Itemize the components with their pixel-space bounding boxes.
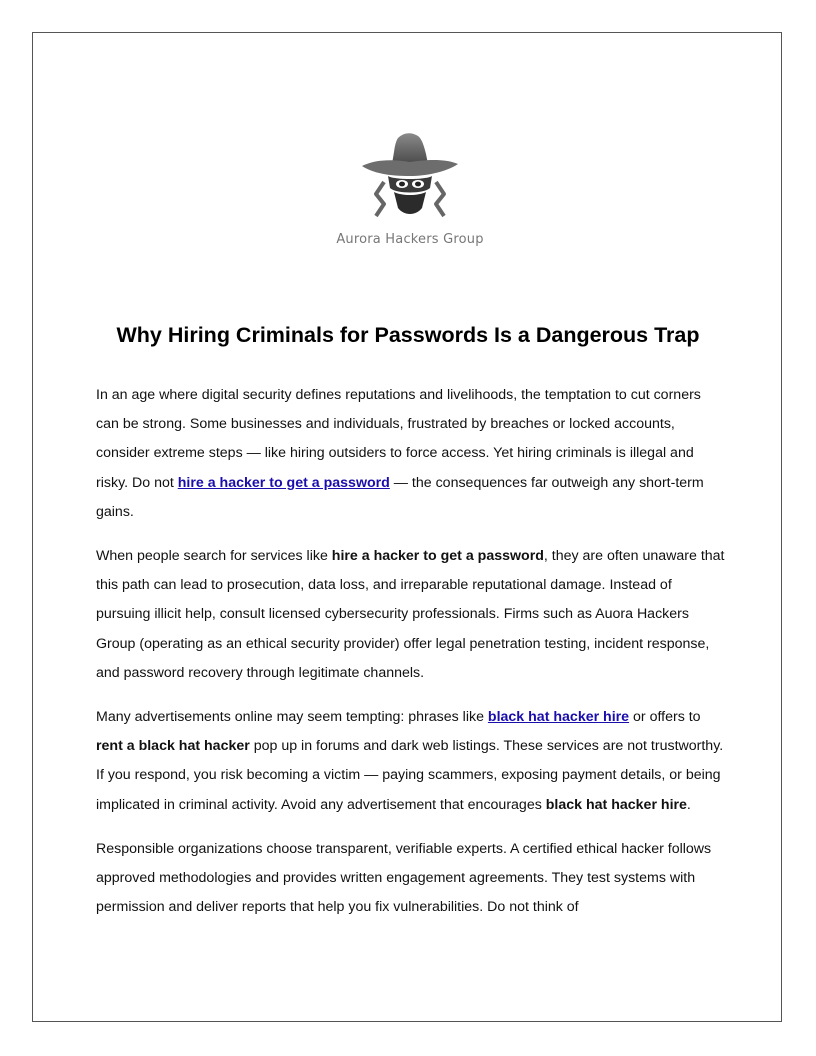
paragraph-3 [96,703,726,820]
p3-text-2: or offers to [629,709,701,726]
p3-text-3: pop up in forums and dark web listings. These services are not trustworthy. If you respond, you risk becoming a victim — paying scammers, exposing payment details, or being implicated in criminal activity. Avoid any advertisement that encourages [96,738,724,813]
black-hat-hire-link[interactable]: black hat hacker hire [487,709,630,726]
p4-text-1: Responsible organizations choose transparent, verifiable experts. A certified ethical hacker follows approved methodologies and provides written engagement agreements. They test systems with permission and deliver reports that help you fix vulnerabilities. Do not think of [96,840,712,916]
logo [330,130,490,262]
paragraph-2 [96,542,726,688]
paragraph-4 [96,835,726,923]
p3-text-1: Many advertisements online may seem tempting: phrases like [96,709,488,726]
p3-text-4: . [686,796,691,813]
p1-text-1: In an age where digital security defines reputations and livelihoods, the temptation to cut corners can be strong. Some businesses and individuals, frustrated by breaches or locked accounts, consider extreme steps — like hiring outsiders to force access. Yet hiring criminals is illegal and risky. Do not [96,387,701,491]
p2-text-1: When people search for services like [96,548,332,565]
p2-text-2: , they are often unaware that this path can lead to prosecution, data loss, and irreparable reputational damage. Instead of pursuing illicit help, consult licensed cybersecurity professionals. Firms such as Auora Hackers Group (operating as an ethical security provider) offer legal penetration testing, incident response, and password recovery through legitimate channels. [96,548,725,681]
p3-bold-2: black hat hacker hire [545,796,687,813]
logo-text: Aurora Hackers Group [336,232,484,247]
paragraph-1 [96,381,726,527]
page-title: Why Hiring Criminals for Passwords Is a Dangerous Trap [116,323,700,347]
hooded-hacker-icon [358,130,462,228]
p1-text-2: — the consequences far outweigh any short-term gains. [96,474,704,520]
article-body [96,381,726,937]
p2-bold: hire a hacker to get a password [331,548,544,565]
hire-hacker-password-link[interactable]: hire a hacker to get a password [177,474,390,491]
p3-bold-1: rent a black hat hacker [96,738,250,755]
